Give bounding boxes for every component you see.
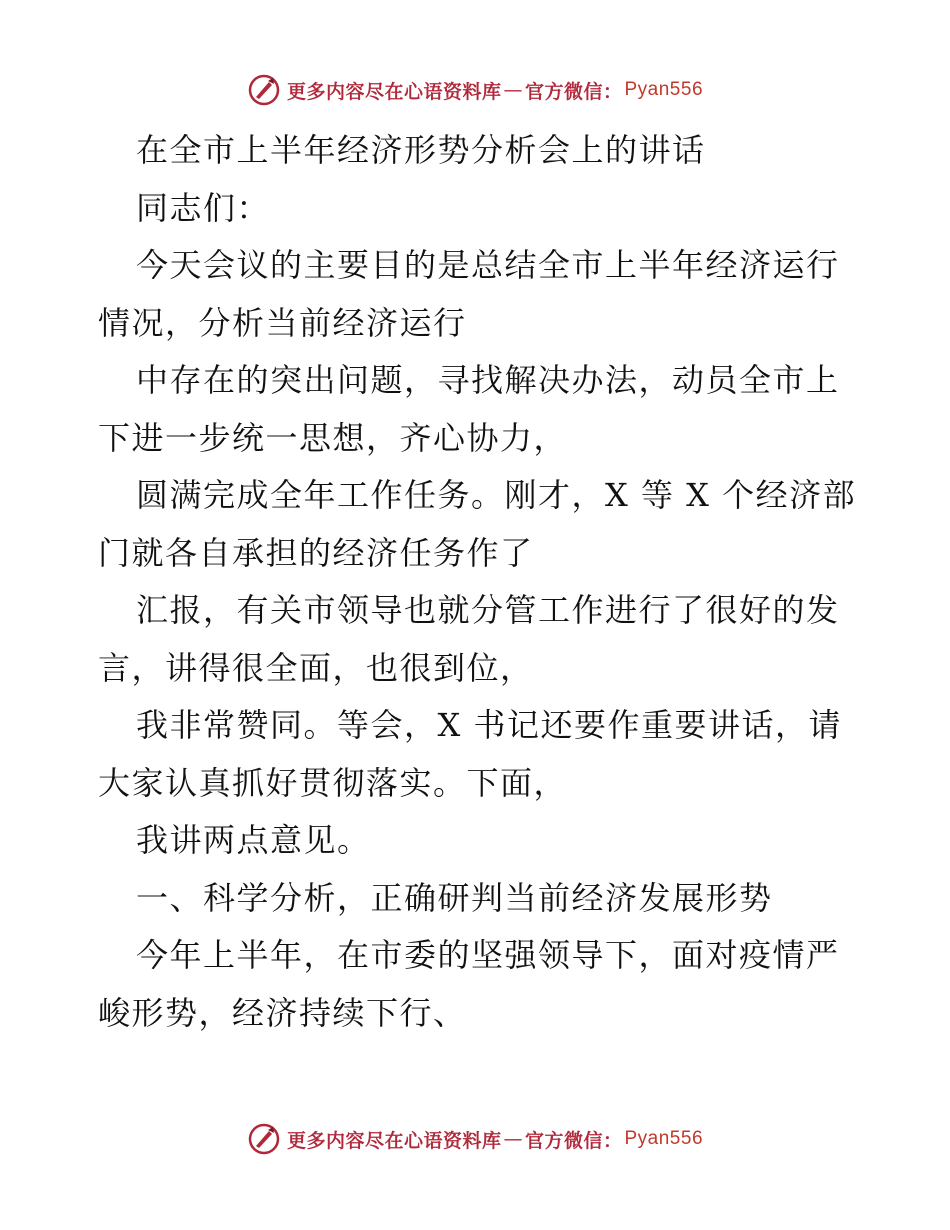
text-line: 情况，分析当前经济运行: [98, 303, 467, 342]
text-line: 中存在的突出问题，寻找解决办法，动员全市上: [136, 361, 840, 399]
watermark-dash: —: [503, 79, 523, 101]
brand-logo-icon: [247, 1122, 281, 1156]
text-line: 我讲两点意见。: [136, 821, 371, 859]
watermark-text: 更多内容尽在心语资料库: [286, 80, 502, 103]
text-line: 大家认真抓好贯彻落实。下面，: [98, 763, 568, 802]
text-line: 峻形势，经济持续下行、: [98, 993, 467, 1032]
text-line: 今天会议的主要目的是总结全市上半年经济运行: [136, 246, 840, 284]
document-body: [98, 122, 858, 1042]
watermark-wechat-id: Pyan556: [624, 79, 704, 100]
text-line: 门就各自承担的经济任务作了: [98, 533, 534, 572]
text-line: 言，讲得很全面，也很到位，: [98, 648, 534, 687]
watermark-dash: —: [503, 1128, 523, 1150]
section-heading: 一、科学分析，正确研判当前经济发展形势: [136, 878, 773, 917]
text-line: 今年上半年，在市委的坚强领导下，面对疫情严: [136, 936, 840, 974]
watermark-wechat-id: Pyan556: [624, 1128, 704, 1149]
watermark-wechat-label: 官方微信：: [524, 1129, 623, 1152]
salutation: 同志们：: [136, 188, 271, 227]
brand-logo-icon: [247, 73, 281, 107]
document-title: 在全市上半年经济形势分析会上的讲话: [136, 131, 706, 169]
text-line: 汇报，有关市领导也就分管工作进行了很好的发: [136, 591, 840, 629]
text-line: 圆满完成全年工作任务。刚才，X 等 X 个经济部: [136, 476, 857, 514]
watermark-wechat-label: 官方微信：: [524, 80, 623, 103]
header-watermark: [0, 70, 950, 110]
text-line: 下进一步统一思想，齐心协力，: [98, 418, 568, 457]
footer-watermark: [0, 1119, 950, 1159]
watermark-text: 更多内容尽在心语资料库: [286, 1129, 502, 1152]
text-line: 我非常赞同。等会，X 书记还要作重要讲话，请: [136, 706, 842, 744]
